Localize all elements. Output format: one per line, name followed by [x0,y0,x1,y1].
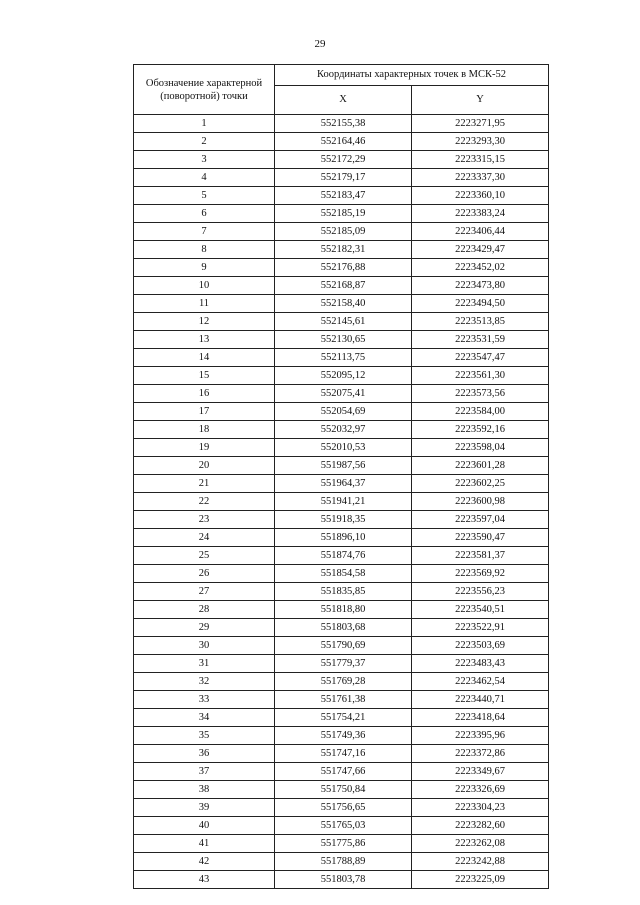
x-coordinate-cell: 552032,97 [275,421,412,439]
x-coordinate-cell: 551779,37 [275,655,412,673]
point-number-cell: 38 [134,781,275,799]
point-number-cell: 34 [134,709,275,727]
x-coordinate-cell: 551854,58 [275,565,412,583]
point-number-cell: 1 [134,115,275,133]
x-coordinate-cell: 551790,69 [275,637,412,655]
header-row-1 [134,65,549,86]
point-number-cell: 18 [134,421,275,439]
y-coordinate-cell: 2223592,16 [412,421,549,439]
table-row [134,709,549,727]
x-coordinate-cell: 551747,66 [275,763,412,781]
y-coordinate-cell: 2223522,91 [412,619,549,637]
point-number-cell: 23 [134,511,275,529]
point-number-cell: 22 [134,493,275,511]
y-coordinate-cell: 2223440,71 [412,691,549,709]
x-coordinate-cell: 552054,69 [275,403,412,421]
x-column-header: X [275,86,412,115]
point-number-cell: 28 [134,601,275,619]
table-row [134,727,549,745]
table-row [134,745,549,763]
y-coordinate-cell: 2223271,95 [412,115,549,133]
table-row [134,403,549,421]
table-row [134,439,549,457]
point-number-cell: 25 [134,547,275,565]
table-row [134,637,549,655]
table-row [134,331,549,349]
x-coordinate-cell: 552183,47 [275,187,412,205]
x-coordinate-cell: 551765,03 [275,817,412,835]
point-number-cell: 4 [134,169,275,187]
x-coordinate-cell: 551747,16 [275,745,412,763]
x-coordinate-cell: 551818,80 [275,601,412,619]
y-coordinate-cell: 2223547,47 [412,349,549,367]
x-coordinate-cell: 552164,46 [275,133,412,151]
point-number-cell: 17 [134,403,275,421]
point-number-cell: 24 [134,529,275,547]
table-row [134,835,549,853]
y-coordinate-cell: 2223602,25 [412,475,549,493]
x-coordinate-cell: 552095,12 [275,367,412,385]
point-number-cell: 36 [134,745,275,763]
point-number-cell: 2 [134,133,275,151]
x-coordinate-cell: 552185,09 [275,223,412,241]
table-row [134,565,549,583]
x-coordinate-cell: 551803,68 [275,619,412,637]
x-coordinate-cell: 551761,38 [275,691,412,709]
x-coordinate-cell: 552075,41 [275,385,412,403]
point-number-cell: 43 [134,871,275,889]
table-row [134,583,549,601]
y-coordinate-cell: 2223360,10 [412,187,549,205]
point-number-cell: 26 [134,565,275,583]
y-coordinate-cell: 2223282,60 [412,817,549,835]
y-coordinate-cell: 2223569,92 [412,565,549,583]
x-coordinate-cell: 552145,61 [275,313,412,331]
y-coordinate-cell: 2223326,69 [412,781,549,799]
y-coordinate-cell: 2223315,15 [412,151,549,169]
y-coordinate-cell: 2223225,09 [412,871,549,889]
y-coordinate-cell: 2223600,98 [412,493,549,511]
table-row [134,457,549,475]
table-row [134,871,549,889]
x-coordinate-cell: 551769,28 [275,673,412,691]
table-row [134,511,549,529]
y-coordinate-cell: 2223483,43 [412,655,549,673]
point-number-cell: 10 [134,277,275,295]
y-coordinate-cell: 2223503,69 [412,637,549,655]
table-row [134,259,549,277]
x-coordinate-cell: 552179,17 [275,169,412,187]
table-row [134,493,549,511]
y-coordinate-cell: 2223581,37 [412,547,549,565]
x-coordinate-cell: 551775,86 [275,835,412,853]
x-coordinate-cell: 552172,29 [275,151,412,169]
coordinates-table [133,64,549,889]
table-row [134,763,549,781]
point-number-cell: 30 [134,637,275,655]
x-coordinate-cell: 552155,38 [275,115,412,133]
x-coordinate-cell: 552130,65 [275,331,412,349]
y-coordinate-cell: 2223429,47 [412,241,549,259]
table-row [134,169,549,187]
point-number-cell: 6 [134,205,275,223]
x-coordinate-cell: 552113,75 [275,349,412,367]
table-row [134,673,549,691]
x-coordinate-cell: 551803,78 [275,871,412,889]
y-coordinate-cell: 2223531,59 [412,331,549,349]
y-coordinate-cell: 2223494,50 [412,295,549,313]
table-row [134,601,549,619]
point-number-cell: 16 [134,385,275,403]
y-coordinate-cell: 2223513,85 [412,313,549,331]
y-coordinate-cell: 2223349,67 [412,763,549,781]
table-row [134,781,549,799]
x-coordinate-cell: 551754,21 [275,709,412,727]
x-coordinate-cell: 552182,31 [275,241,412,259]
table-body [134,115,549,889]
y-coordinate-cell: 2223242,88 [412,853,549,871]
point-column-header: Обозначение характерной (поворотной) точки [134,65,275,115]
table-row [134,529,549,547]
point-number-cell: 7 [134,223,275,241]
table-row [134,475,549,493]
point-number-cell: 21 [134,475,275,493]
table-row [134,205,549,223]
y-coordinate-cell: 2223406,44 [412,223,549,241]
page-number: 29 [314,38,326,50]
y-coordinate-cell: 2223293,30 [412,133,549,151]
y-coordinate-cell: 2223573,56 [412,385,549,403]
table-row [134,223,549,241]
y-coordinate-cell: 2223262,08 [412,835,549,853]
point-number-cell: 15 [134,367,275,385]
x-coordinate-cell: 551941,21 [275,493,412,511]
x-coordinate-cell: 552176,88 [275,259,412,277]
y-coordinate-cell: 2223597,04 [412,511,549,529]
point-number-cell: 13 [134,331,275,349]
x-coordinate-cell: 552185,19 [275,205,412,223]
point-number-cell: 35 [134,727,275,745]
table-row [134,817,549,835]
point-number-cell: 27 [134,583,275,601]
y-column-header: Y [412,86,549,115]
y-coordinate-cell: 2223601,28 [412,457,549,475]
table-row [134,151,549,169]
table-row [134,655,549,673]
x-coordinate-cell: 551987,56 [275,457,412,475]
table-row [134,799,549,817]
y-coordinate-cell: 2223590,47 [412,529,549,547]
point-number-cell: 20 [134,457,275,475]
x-coordinate-cell: 552168,87 [275,277,412,295]
y-coordinate-cell: 2223584,00 [412,403,549,421]
x-coordinate-cell: 551874,76 [275,547,412,565]
x-coordinate-cell: 551896,10 [275,529,412,547]
x-coordinate-cell: 551918,35 [275,511,412,529]
point-number-cell: 11 [134,295,275,313]
table-row [134,313,549,331]
x-coordinate-cell: 552158,40 [275,295,412,313]
table-row [134,421,549,439]
table-row [134,547,549,565]
y-coordinate-cell: 2223561,30 [412,367,549,385]
table-row [134,349,549,367]
table-row [134,115,549,133]
x-coordinate-cell: 551788,89 [275,853,412,871]
y-coordinate-cell: 2223337,30 [412,169,549,187]
point-number-cell: 14 [134,349,275,367]
table-row [134,367,549,385]
y-coordinate-cell: 2223383,24 [412,205,549,223]
table-row [134,385,549,403]
x-coordinate-cell: 551756,65 [275,799,412,817]
x-coordinate-cell: 551750,84 [275,781,412,799]
y-coordinate-cell: 2223556,23 [412,583,549,601]
point-number-cell: 42 [134,853,275,871]
point-number-cell: 33 [134,691,275,709]
y-coordinate-cell: 2223418,64 [412,709,549,727]
point-number-cell: 12 [134,313,275,331]
point-number-cell: 9 [134,259,275,277]
point-number-cell: 19 [134,439,275,457]
x-coordinate-cell: 551749,36 [275,727,412,745]
point-number-cell: 29 [134,619,275,637]
y-coordinate-cell: 2223452,02 [412,259,549,277]
table-header [134,65,549,115]
point-number-cell: 32 [134,673,275,691]
point-number-cell: 8 [134,241,275,259]
y-coordinate-cell: 2223540,51 [412,601,549,619]
y-coordinate-cell: 2223395,96 [412,727,549,745]
point-number-cell: 31 [134,655,275,673]
table-row [134,619,549,637]
table-row [134,133,549,151]
point-number-cell: 39 [134,799,275,817]
point-number-cell: 3 [134,151,275,169]
table-row [134,691,549,709]
table-row [134,295,549,313]
x-coordinate-cell: 551964,37 [275,475,412,493]
table-row [134,241,549,259]
table-row [134,187,549,205]
point-number-cell: 40 [134,817,275,835]
y-coordinate-cell: 2223372,86 [412,745,549,763]
x-coordinate-cell: 551835,85 [275,583,412,601]
coordinates-group-header: Координаты характерных точек в МСК-52 [275,65,549,86]
y-coordinate-cell: 2223473,80 [412,277,549,295]
table-row [134,277,549,295]
y-coordinate-cell: 2223304,23 [412,799,549,817]
y-coordinate-cell: 2223598,04 [412,439,549,457]
table-row [134,853,549,871]
y-coordinate-cell: 2223462,54 [412,673,549,691]
point-number-cell: 41 [134,835,275,853]
point-number-cell: 5 [134,187,275,205]
x-coordinate-cell: 552010,53 [275,439,412,457]
point-number-cell: 37 [134,763,275,781]
